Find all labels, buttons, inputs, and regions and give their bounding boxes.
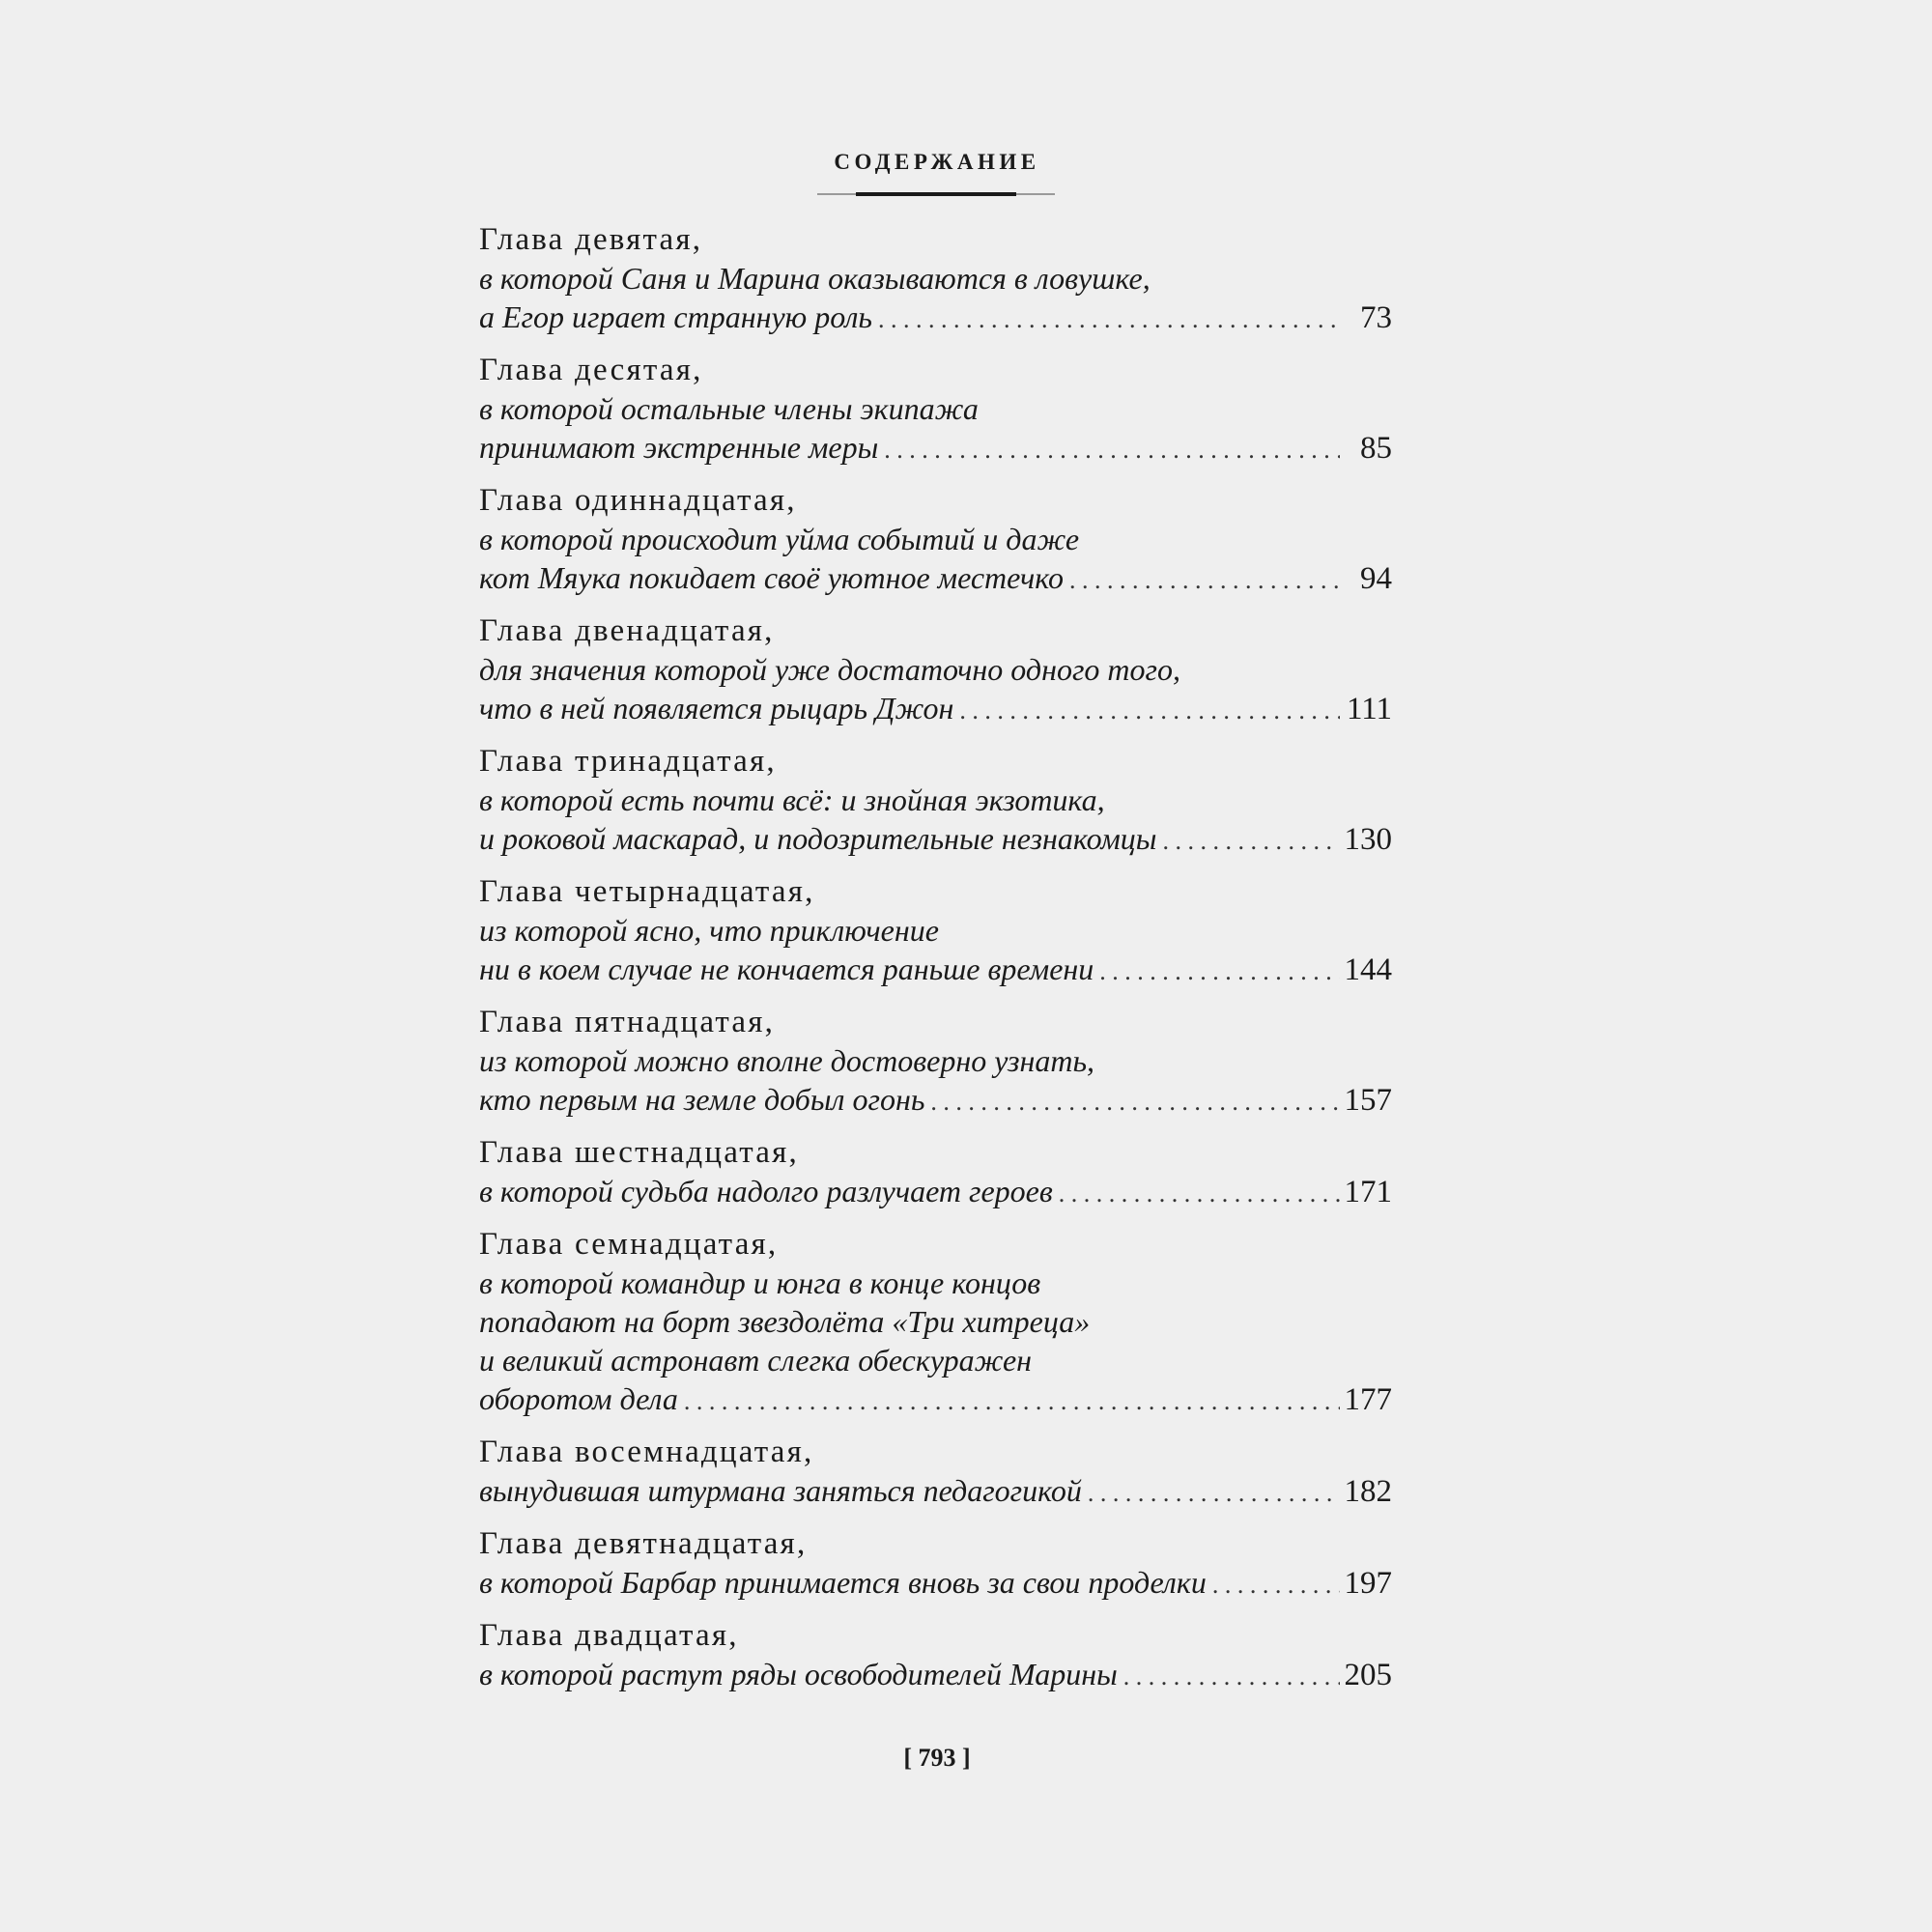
chapter-title: Глава шестнадцатая, — [479, 1135, 799, 1170]
chapter-description-line: оборотом дела — [479, 1381, 678, 1416]
chapter-description-line: из которой можно вполне достоверно узнать, — [479, 1043, 1095, 1078]
dot-leader — [1064, 561, 1340, 600]
chapter-description-last-line — [479, 1471, 1392, 1510]
chapter-description-line: в которой есть почти всё: и знойная экзотика, — [479, 782, 1105, 817]
toc-entry — [479, 1616, 1392, 1693]
toc-entry — [479, 1433, 1392, 1510]
chapter-description-line: и великий астронавт слегка обескуражен — [479, 1343, 1033, 1378]
dot-leader — [872, 300, 1340, 339]
dot-leader — [1207, 1566, 1340, 1605]
dot-leader — [1094, 952, 1340, 991]
title-rule-accent — [856, 192, 1016, 196]
chapter-title: Глава двенадцатая, — [479, 613, 775, 648]
chapter-page-number: 171 — [1344, 1175, 1392, 1209]
chapter-page-number: 94 — [1360, 561, 1392, 596]
chapter-title: Глава девятнадцатая, — [479, 1526, 808, 1561]
chapter-description-line: а Егор играет странную роль — [479, 299, 872, 334]
chapter-description-last-line — [479, 1379, 1392, 1418]
dot-leader — [878, 431, 1340, 469]
chapter-description-line: в которой растут ряды освободителей Марины — [479, 1657, 1118, 1691]
dot-leader — [678, 1382, 1340, 1421]
chapter-title: Глава одиннадцатая, — [479, 483, 797, 518]
chapter-description-line: в которой командир и юнга в конце концов — [479, 1265, 1041, 1300]
toc-entry — [479, 872, 1392, 988]
chapter-description-line: попадают на борт звездолёта «Три хитреца» — [479, 1304, 1091, 1339]
chapter-page-number: 205 — [1344, 1658, 1392, 1692]
chapter-title: Глава двадцатая, — [479, 1618, 739, 1653]
chapter-description-last-line — [479, 428, 1392, 467]
chapter-page-number: 182 — [1344, 1474, 1392, 1509]
chapter-description-line: в которой судьба надолго разлучает героев — [479, 1174, 1053, 1208]
chapter-description-line: в которой Саня и Марина оказываются в ловушке, — [479, 261, 1151, 296]
chapter-page-number: 85 — [1360, 431, 1392, 466]
chapter-page-number: 197 — [1344, 1566, 1392, 1601]
page-title: СОДЕРЖАНИЕ — [834, 150, 1040, 174]
chapter-description-last-line — [479, 1080, 1392, 1119]
chapter-description-line: в которой остальные члены экипажа — [479, 391, 979, 426]
chapter-title: Глава тринадцатая, — [479, 744, 777, 779]
chapter-description-line: и роковой маскарад, и подозрительные незнакомцы — [479, 821, 1157, 856]
chapter-description-last-line — [479, 298, 1392, 336]
chapter-description-last-line — [479, 1172, 1392, 1210]
chapter-description-line: кто первым на земле добыл огонь — [479, 1082, 925, 1117]
dot-leader — [1118, 1658, 1340, 1696]
table-of-contents — [479, 220, 1392, 1708]
chapter-page-number: 144 — [1344, 952, 1392, 987]
chapter-description-last-line — [479, 1563, 1392, 1602]
chapter-description-last-line — [479, 1655, 1392, 1693]
dot-leader — [1053, 1175, 1340, 1213]
toc-entry — [479, 1225, 1392, 1418]
chapter-description-line: вынудившая штурмана заняться педагогикой — [479, 1473, 1082, 1508]
chapter-title: Глава десятая, — [479, 353, 703, 387]
toc-entry — [479, 1524, 1392, 1602]
chapter-page-number: 130 — [1344, 822, 1392, 857]
chapter-description-line: что в ней появляется рыцарь Джон — [479, 691, 954, 725]
chapter-description-line: в которой происходит уйма событий и даже — [479, 522, 1080, 556]
toc-entry — [479, 1003, 1392, 1119]
dot-leader — [924, 1083, 1340, 1122]
chapter-description-line: кот Мяука покидает своё уютное местечко — [479, 560, 1064, 595]
chapter-title: Глава восемнадцатая, — [479, 1435, 814, 1469]
chapter-title: Глава девятая, — [479, 222, 703, 257]
chapter-description-line: в которой Барбар принимается вновь за свои проделки — [479, 1565, 1207, 1600]
page-number: [ 793 ] — [903, 1744, 971, 1772]
dot-leader — [1156, 822, 1340, 861]
chapter-description-line: принимают экстренные меры — [479, 430, 879, 465]
toc-entry — [479, 481, 1392, 597]
chapter-description-last-line — [479, 950, 1392, 988]
chapter-title: Глава семнадцатая, — [479, 1227, 779, 1262]
chapter-page-number: 73 — [1360, 300, 1392, 335]
toc-entry — [479, 351, 1392, 467]
chapter-description-last-line — [479, 819, 1392, 858]
chapter-description-line: ни в коем случае не кончается раньше времени — [479, 952, 1094, 986]
toc-entry — [479, 1133, 1392, 1210]
chapter-title: Глава четырнадцатая, — [479, 874, 815, 909]
dot-leader — [953, 692, 1340, 730]
chapter-description-line: из которой ясно, что приключение — [479, 913, 939, 948]
toc-entry — [479, 220, 1392, 336]
chapter-page-number: 177 — [1344, 1382, 1392, 1417]
toc-entry — [479, 611, 1392, 727]
dot-leader — [1082, 1474, 1340, 1513]
chapter-title: Глава пятнадцатая, — [479, 1005, 776, 1039]
chapter-page-number: 111 — [1346, 692, 1392, 726]
chapter-description-last-line — [479, 689, 1392, 727]
toc-entry — [479, 742, 1392, 858]
chapter-page-number: 157 — [1344, 1083, 1392, 1118]
chapter-description-line: для значения которой уже достаточно одного того, — [479, 652, 1181, 687]
chapter-description-last-line — [479, 558, 1392, 597]
